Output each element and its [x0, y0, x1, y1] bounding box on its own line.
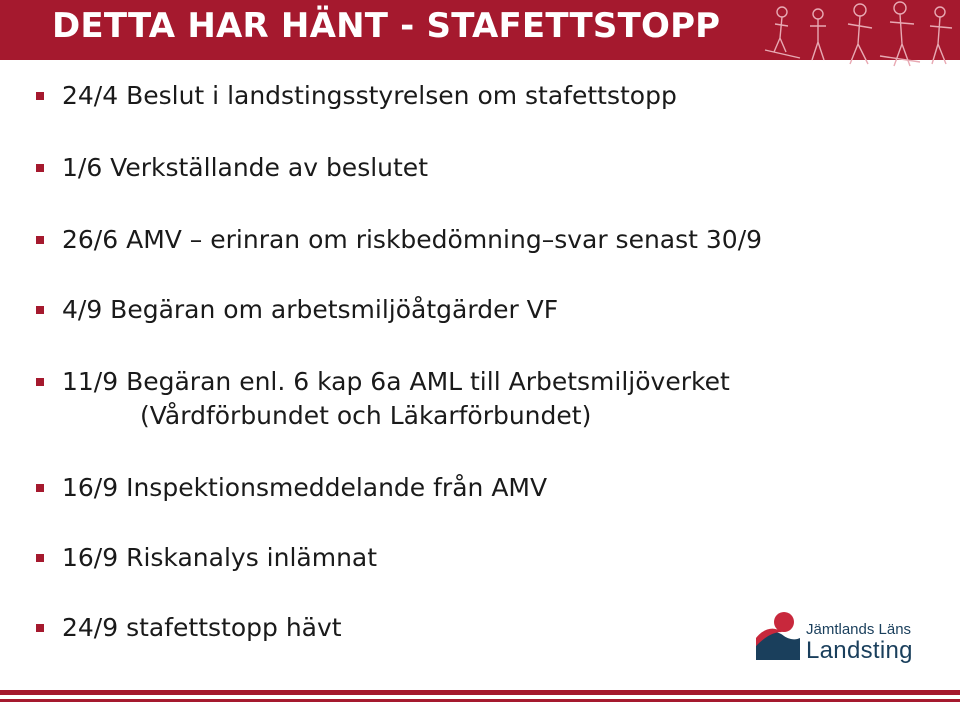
- bullet-icon: [36, 92, 44, 100]
- item-text: 11/9 Begäran enl. 6 kap 6a AML till Arbetsmiljöverket: [62, 367, 730, 396]
- bullet-icon: [36, 484, 44, 492]
- item-text-continuation: (Vårdförbundet och Läkarförbundet): [140, 401, 592, 430]
- logo-mark-icon: [754, 610, 802, 666]
- bullet-icon: [36, 624, 44, 632]
- bullet-icon: [36, 554, 44, 562]
- bullet-icon: [36, 306, 44, 314]
- bullet-icon: [36, 236, 44, 244]
- item-text: 16/9 Riskanalys inlämnat: [62, 543, 378, 572]
- item-text: 1/6 Verkställande av beslutet: [62, 153, 428, 182]
- footer-rule: [0, 699, 960, 702]
- logo-text-line1: Jämtlands Läns: [806, 621, 912, 638]
- item-text: 16/9 Inspektionsmeddelande från AMV: [62, 473, 548, 502]
- bullet-icon: [36, 164, 44, 172]
- people-figures-decoration: [760, 0, 960, 70]
- title-bar: [0, 0, 960, 60]
- item-text: 24/9 stafettstopp hävt: [62, 613, 342, 642]
- landsting-logo: [754, 610, 924, 668]
- item-text: 24/4 Beslut i landstingsstyrelsen om stafettstopp: [62, 81, 677, 110]
- slide-title: DETTA HAR HÄNT - STAFETTSTOPP: [52, 6, 721, 46]
- logo-text-line2: Landsting: [806, 637, 913, 664]
- footer-rule: [0, 690, 960, 695]
- bullet-icon: [36, 378, 44, 386]
- item-text: 26/6 AMV – erinran om riskbedömning–svar senast 30/9: [62, 225, 763, 254]
- item-text: 4/9 Begäran om arbetsmiljöåtgärder VF: [62, 295, 559, 324]
